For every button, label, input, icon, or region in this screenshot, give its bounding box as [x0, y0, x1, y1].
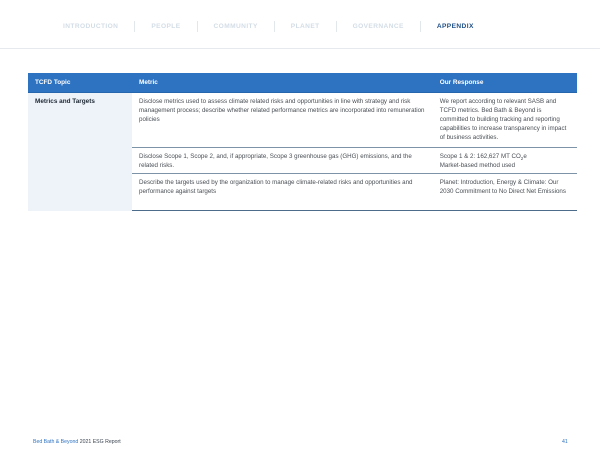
method-note: Market-based method used — [439, 162, 516, 169]
nav-divider — [336, 21, 337, 32]
scope-emissions-value: Scope 1 & 2: 162,627 MT CO — [439, 153, 521, 160]
topic-cell: Metrics and Targets — [28, 93, 132, 211]
tcfd-table — [28, 73, 577, 211]
nav-people[interactable]: PEOPLE — [151, 22, 181, 30]
header-our-response: Our Response — [433, 73, 577, 93]
nav-planet[interactable]: PLANET — [290, 22, 320, 30]
header-tcfd-topic: TCFD Topic — [28, 73, 132, 93]
nav-introduction[interactable]: INTRODUCTION — [63, 22, 119, 30]
nav-divider — [420, 21, 421, 32]
nav-governance[interactable]: GOVERNANCE — [352, 22, 404, 30]
table-row — [28, 93, 577, 148]
top-navigation — [0, 0, 600, 49]
nav-community[interactable]: COMMUNITY — [213, 22, 258, 30]
nav-divider — [274, 21, 275, 32]
metric-cell: Disclose metrics used to assess climate related risks and opportunities in line with strategy and risk management process; describe whether related performance metrics are incorporated into remuneration policies — [132, 93, 433, 148]
nav-divider — [197, 21, 198, 32]
page-number: 41 — [562, 439, 568, 445]
table-header-row — [28, 73, 577, 93]
footer-report-title — [33, 439, 121, 445]
response-cell: We report according to relevant SASB and TCFD metrics. Bed Bath & Beyond is committed to building tracking and reporting capabilities to increase transparency in impact of business activities. — [433, 93, 577, 148]
nav-appendix[interactable]: APPENDIX — [436, 22, 474, 30]
header-metric: Metric — [132, 73, 433, 93]
co2-subscript: 2 — [520, 156, 524, 162]
metric-cell: Disclose Scope 1, Scope 2, and, if appropriate, Scope 3 greenhouse gas (GHG) emissions, and the related risks. — [132, 148, 433, 174]
response-cell — [433, 148, 577, 174]
footer-report-name: 2021 ESG Report — [78, 439, 121, 445]
response-cell: Planet: Introduction, Energy & Climate: Our 2030 Commitment to No Direct Net Emissions — [433, 174, 577, 211]
footer-brand: Bed Bath & Beyond — [33, 439, 79, 445]
nav-divider — [134, 21, 135, 32]
co2e-suffix: e — [523, 153, 527, 160]
metric-cell: Describe the targets used by the organization to manage climate-related risks and opportunities and performance against targets — [132, 174, 433, 211]
